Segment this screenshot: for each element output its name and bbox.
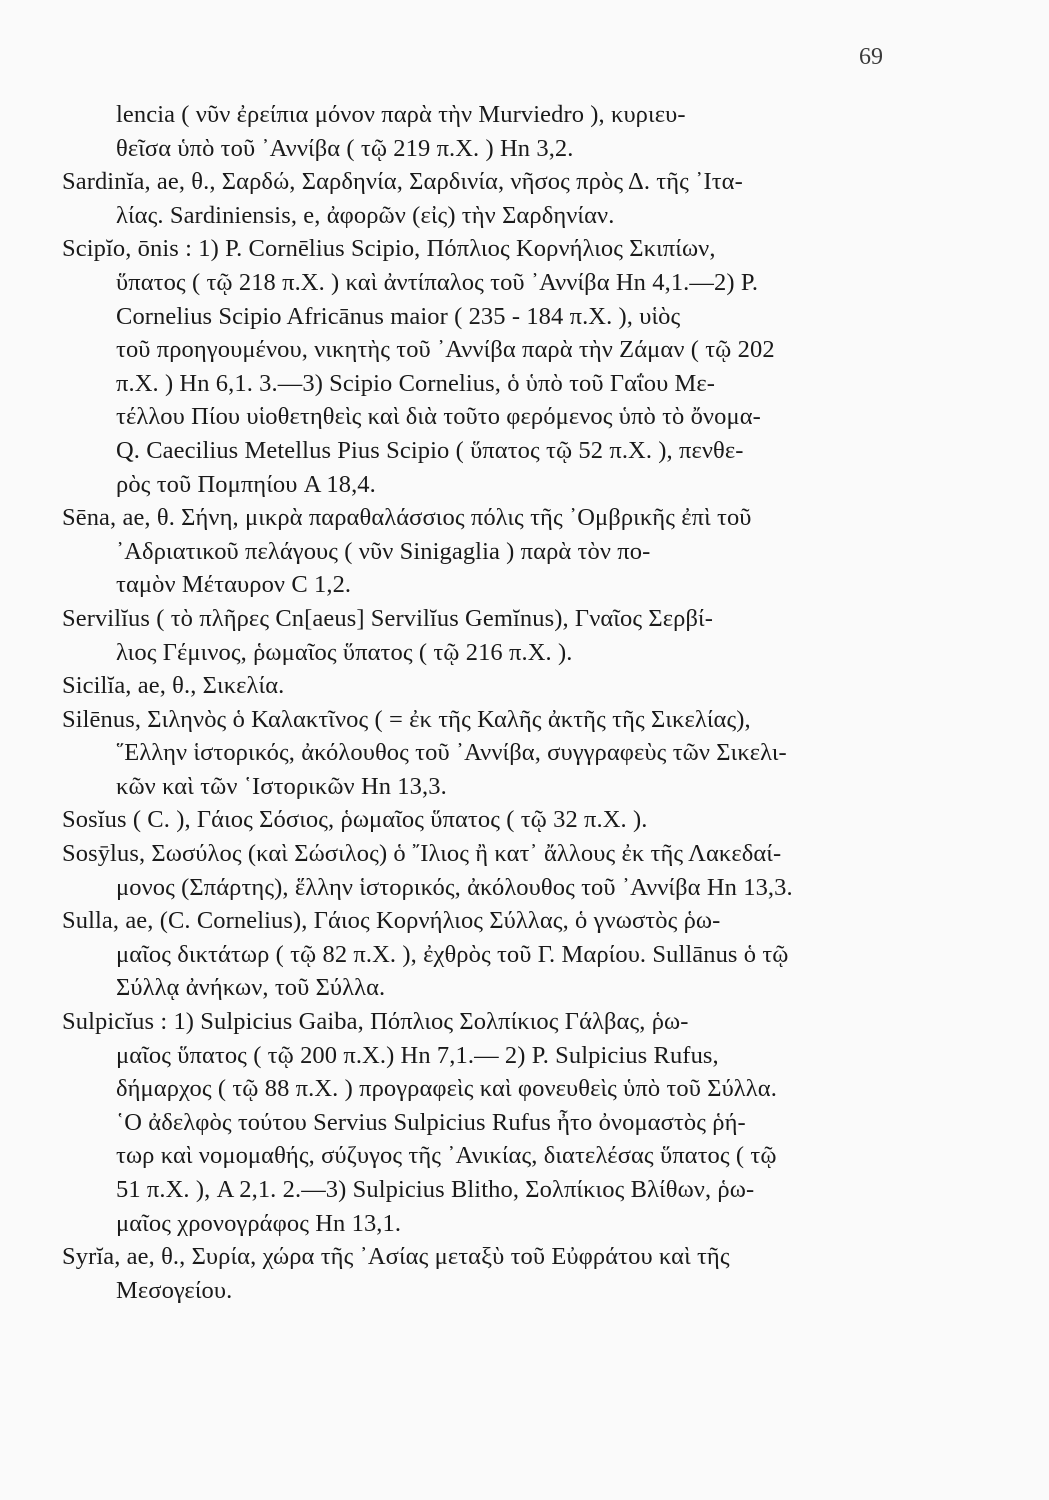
text-line: Sicilĭa, ae, θ., Σικελία.: [62, 672, 285, 700]
text-line: ὕπατος ( τῷ 218 π.Χ. ) καὶ ἀντίπαλος τοῦ ᾿Αννίβα Hn 4,1.—2) P.: [116, 268, 759, 296]
text-line: Scipĭo, ōnis : 1) P. Cornēlius Scipio, Πόπλιος Κορνήλιος Σκιπίων,: [62, 235, 716, 263]
text-line: μονος (Σπάρτης), ἕλλην ἱστορικός, ἀκόλουθος τοῦ ᾿Αννίβα Hn 13,3.: [116, 873, 793, 901]
text-line: μαῖος χρονογράφος Hn 13,1.: [116, 1209, 402, 1237]
text-line: λιος Γέμινος, ῥωμαῖος ὕπατος ( τῷ 216 π.Χ. ).: [116, 638, 573, 666]
text-line: Sulla, ae, (C. Cornelius), Γάιος Κορνήλιος Σύλλας, ὁ γνωστὸς ῥω-: [62, 907, 721, 935]
text-line: τέλλου Πίου υἱοθετηθεὶς καὶ διὰ τοῦτο φερόμενος ὑπὸ τὸ ὄνομα-: [116, 403, 761, 431]
text-line: μαῖος ὕπατος ( τῷ 200 π.Χ.) Hn 7,1.— 2) P. Sulpicius Rufus,: [116, 1041, 719, 1069]
text-line: τωρ καὶ νομομαθής, σύζυγος τῆς ᾿Ανικίας, διατελέσας ὕπατος ( τῷ: [116, 1142, 777, 1170]
text-line: ῞Ελλην ἱστορικός, ἀκόλουθος τοῦ ᾿Αννίβα, συγγραφεὺς τῶν Σικελι-: [116, 739, 787, 767]
text-line: Sardinĭa, ae, θ., Σαρδώ, Σαρδηνία, Σαρδινία, νῆσος πρὸς Δ. τῆς ᾿Ιτα-: [62, 168, 743, 196]
text-line: 51 π.Χ. ), A 2,1. 2.—3) Sulpicius Blitho, Σολπίκιος Βλίθων, ῥω-: [116, 1176, 755, 1203]
glossary-entries: [62, 98, 912, 1307]
text-line: ᾿Αδριατικοῦ πελάγους ( νῦν Sinigaglia ) παρὰ τὸν πο-: [116, 537, 651, 565]
text-line: Sēna, ae, θ. Σήνη, μικρὰ παραθαλάσσιος πόλις τῆς ᾿Ομβρικῆς ἐπὶ τοῦ: [62, 504, 752, 532]
text-line: ρὸς τοῦ Πομπηίου A 18,4.: [116, 470, 376, 498]
text-line: Sosĭus ( C. ), Γάιος Σόσιος, ῥωμαῖος ὕπατος ( τῷ 32 π.Χ. ).: [62, 806, 648, 834]
text-line: Cornelius Scipio Africānus maior ( 235 - 184 π.Χ. ), υἱὸς: [116, 302, 681, 330]
text-line: Q. Caecilius Metellus Pius Scipio ( ὕπατος τῷ 52 π.Χ. ), πενθε-: [116, 436, 744, 464]
text-line: Sosȳlus, Σωσύλος (καὶ Σώσιλος) ὁ ῎Ιλιος ἢ κατ᾿ ἄλλους ἐκ τῆς Λακεδαί-: [62, 840, 782, 868]
text-line: μαῖος δικτάτωρ ( τῷ 82 π.Χ. ), ἐχθρὸς τοῦ Γ. Μαρίου. Sullānus ὁ τῷ: [116, 940, 789, 968]
text-line: π.Χ. ) Hn 6,1. 3.—3) Scipio Cornelius, ὁ ὑπὸ τοῦ Γαΐου Με-: [116, 369, 716, 397]
text-line: Servilĭus ( τὸ πλῆρες Cn[aeus] Servilĭus Gemĭnus), Γναῖος Σερβί-: [62, 604, 713, 632]
text-line: Sulpicĭus : 1) Sulpicius Gaiba, Πόπλιος Σολπίκιος Γάλβας, ῥω-: [62, 1008, 689, 1036]
text-line: Σύλλᾳ ἀνήκων, τοῦ Σύλλα.: [116, 974, 386, 1002]
text-line: Silēnus, Σιληνὸς ὁ Καλακτῖνος ( = ἐκ τῆς Καλῆς ἀκτῆς τῆς Σικελίας),: [62, 705, 751, 733]
text-line: δήμαρχος ( τῷ 88 π.Χ. ) προγραφεὶς καὶ φονευθεὶς ὑπὸ τοῦ Σύλλα.: [116, 1075, 777, 1103]
text-line: κῶν καὶ τῶν ῾Ιστορικῶν Hn 13,3.: [116, 772, 447, 800]
text-line: lencia ( νῦν ἐρείπια μόνον παρὰ τὴν Murviedro ), κυριευ-: [116, 101, 686, 128]
text-line: Μεσογείου.: [116, 1276, 233, 1304]
text-line: θεῖσα ὑπὸ τοῦ ᾿Αννίβα ( τῷ 219 π.Χ. ) Hn 3,2.: [116, 134, 574, 162]
text-line: ῾Ο ἀδελφὸς τούτου Servius Sulpicius Rufus ἦτο ὀνομαστὸς ῥή-: [116, 1108, 746, 1136]
text-line: ταμὸν Μέταυρον C 1,2.: [116, 571, 352, 599]
page-number: 69: [859, 44, 883, 70]
text-line: λίας. Sardiniensis, e, ἀφορῶν (εἰς) τὴν Σαρδηνίαν.: [116, 201, 615, 229]
text-line: τοῦ προηγουμένου, νικητὴς τοῦ ᾿Αννίβα παρὰ τὴν Ζάμαν ( τῷ 202: [116, 336, 775, 364]
text-line: Syrĭa, ae, θ., Συρία, χώρα τῆς ᾿Ασίας μεταξὺ τοῦ Εὐφράτου καὶ τῆς: [62, 1243, 730, 1271]
